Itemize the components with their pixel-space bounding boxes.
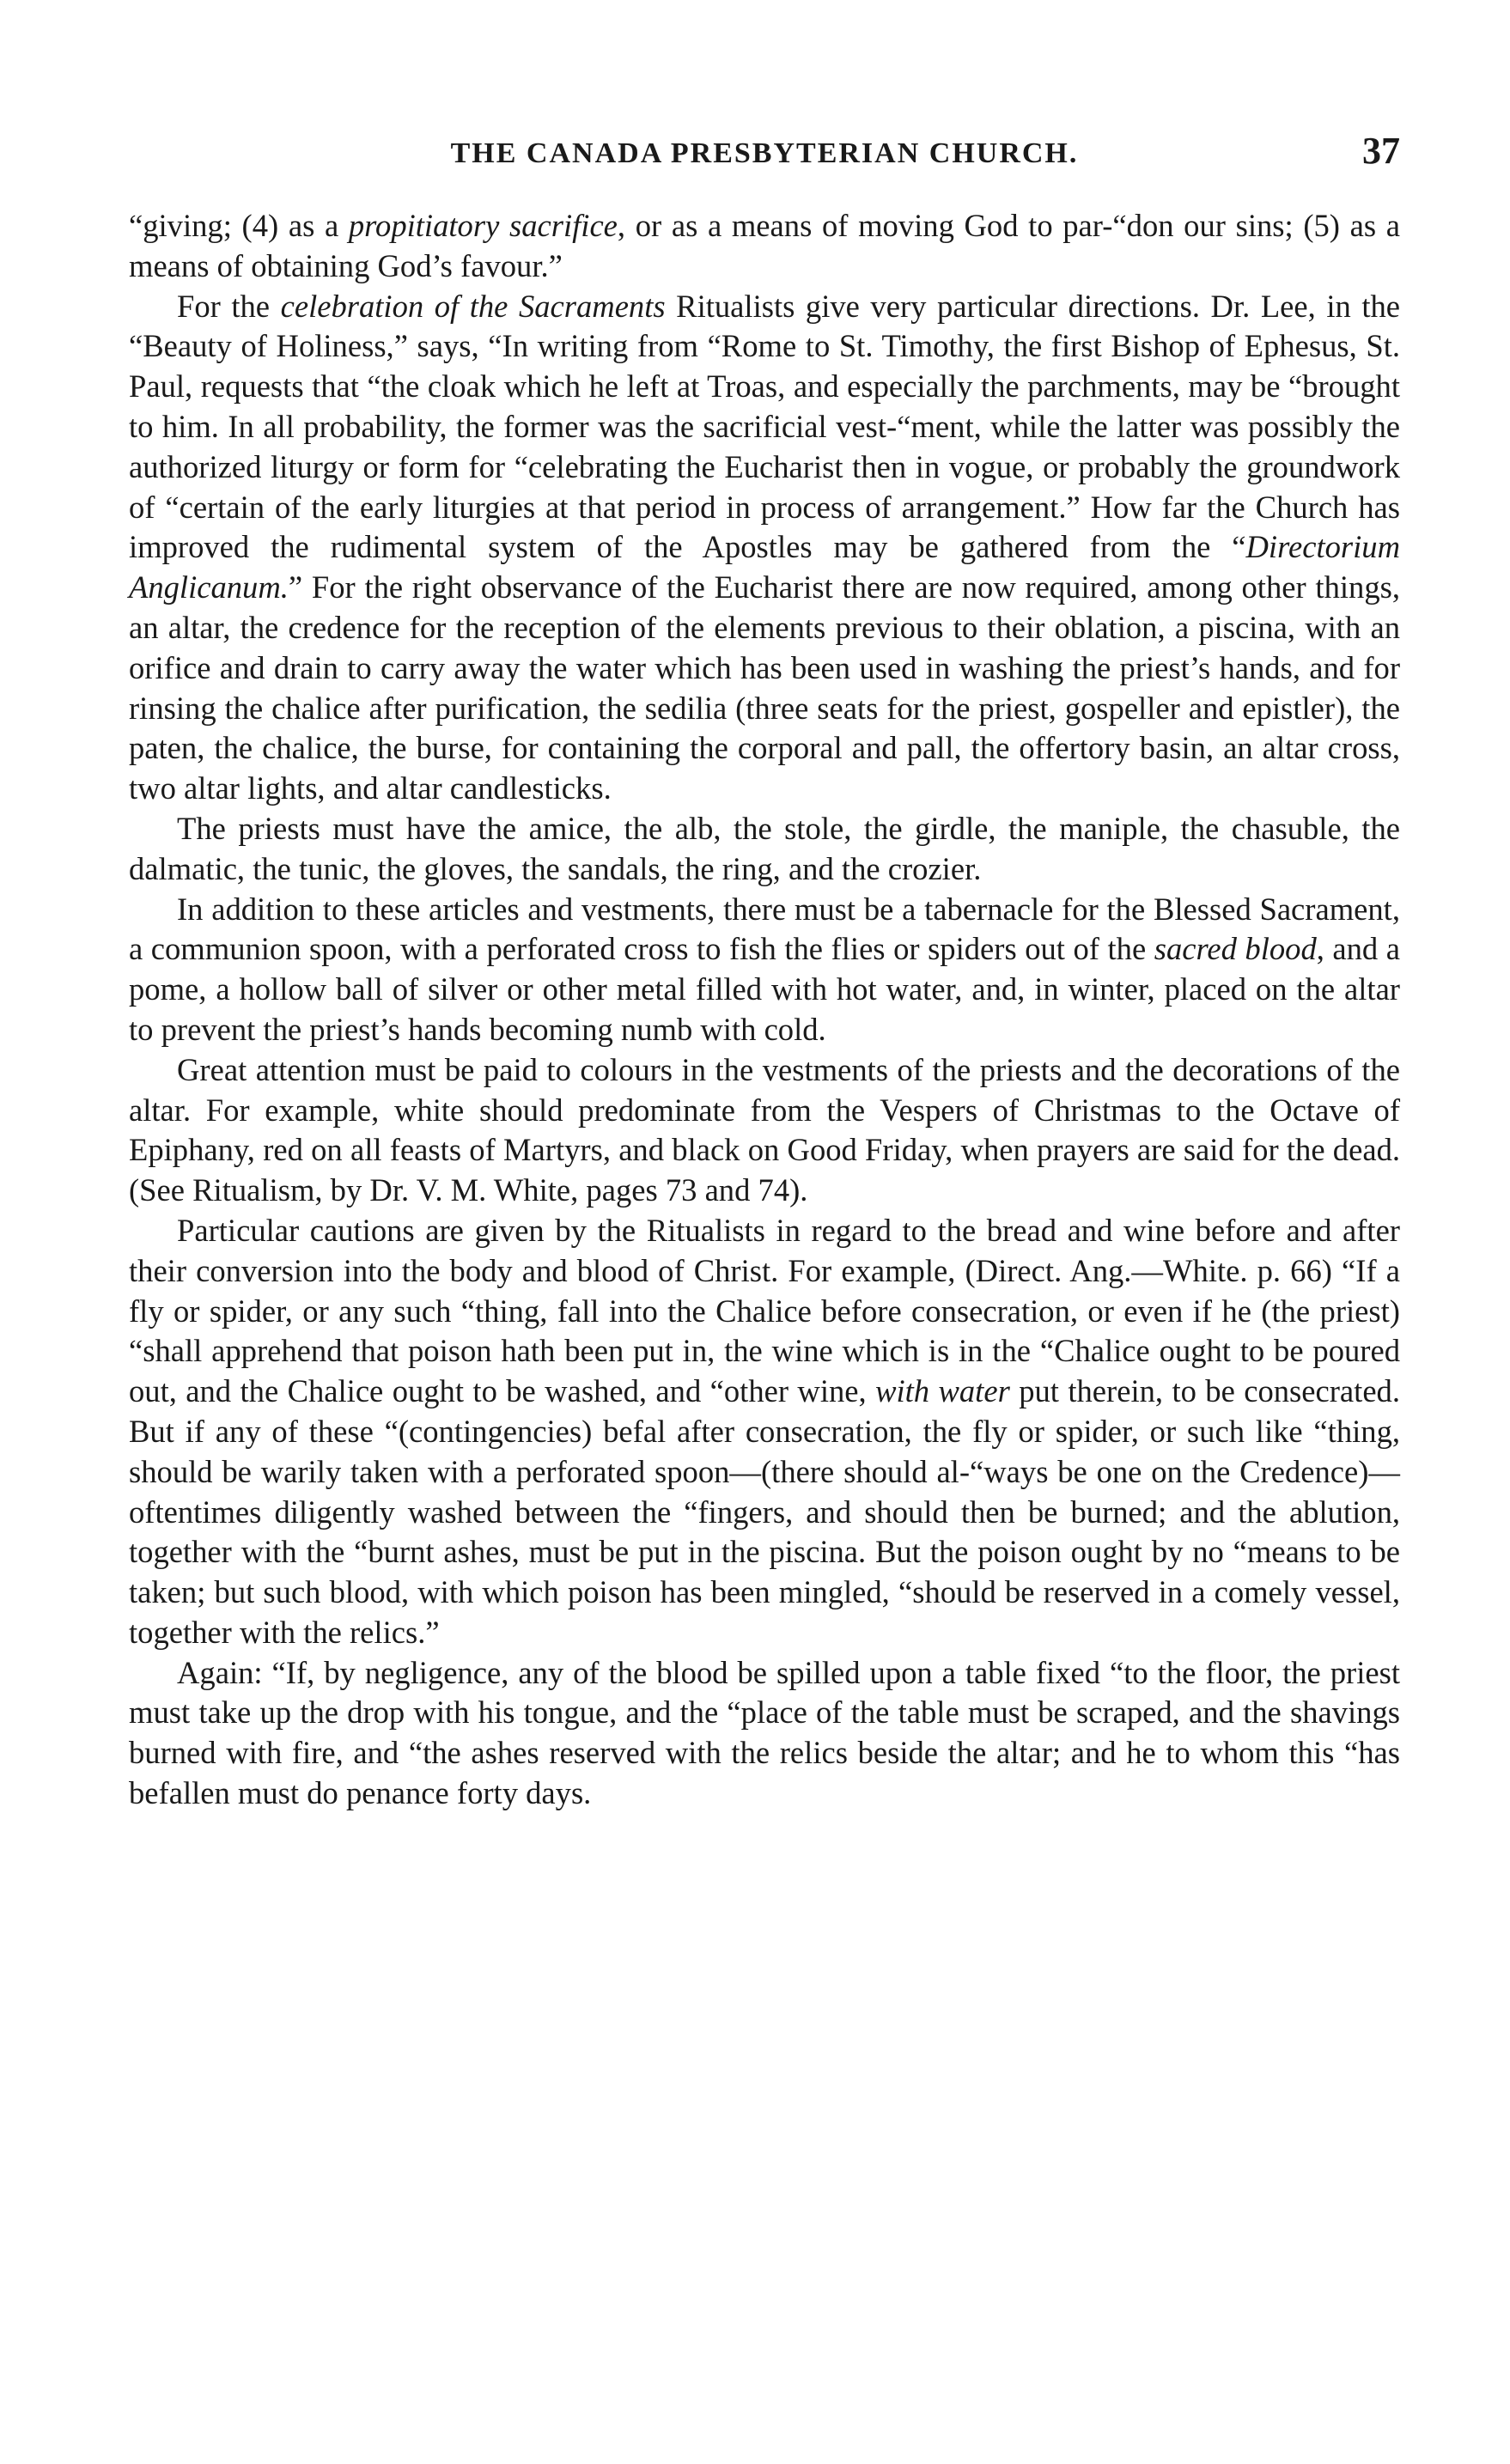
italic-text: Directorium Anglicanum. — [129, 529, 1400, 605]
text-run: Again: “If, by negligence, any of the blood be spilled upon a table fixed “to the floor, the priest must take up the drop with his tongue, and the “place of the table must be scraped, and the shavings burned with fire, and “the ashes reserved with the relics beside the altar; and he to whom this “has befallen must do penance forty days. — [129, 1654, 1400, 1811]
text-run: , and a pome, a hollow ball of silver or other metal filled with hot water, and, in winter, placed on the altar to prevent the priest’s hands becoming numb with cold. — [129, 931, 1400, 1047]
body-text — [129, 206, 1400, 1814]
paragraph-sacraments-celebration — [129, 287, 1400, 809]
paragraph-priest-vestments — [129, 809, 1400, 890]
paragraph-colours — [129, 1050, 1400, 1211]
paragraph-spilled-blood — [129, 1653, 1400, 1814]
italic-text: propitiatory sacrifice — [348, 208, 618, 243]
paragraph-tabernacle-articles — [129, 890, 1400, 1050]
page-header — [129, 129, 1400, 189]
italic-text: celebration of the Sacraments — [280, 288, 666, 324]
italic-text: with water — [875, 1373, 1010, 1409]
running-title: THE CANADA PRESBYTERIAN CHURCH. — [450, 137, 1079, 169]
text-run: Ritualists give very particular directions. Dr. Lee, in the “Beauty of Holiness,” says, “In writing from “Rome to St. Timothy, the first Bishop of Ephesus, St. Paul, requests that “the cloak which he left at Troas, and especially the parchments, may be “brought to him. In all probability, the former was the sacrificial vest-“ment, while the latter was possibly the authorized liturgy or form for “celebrating the Eucharist then in vogue, or probably the groundwork of “certain of the early liturgies at that period in process of arrangement.” How far the Church has improved the rudimental system of the Apostles may be gathered from the “ — [129, 288, 1401, 565]
paragraph-continuation — [129, 206, 1400, 287]
text-run: put therein, to be consecrated. But if any of these “(contingencies) befal after consecration, the fly or spider, or such like “thing, should be warily taken with a perforated spoon—(there should al-“ways be one on the Credence)—oftentimes diligently washed between the “fingers, and should then be burned; and the ablution, together with the “burnt ashes, must be put in the piscina. But the poison ought by no “means to be taken; but such blood, with which poison has been mingled, “should be reserved in a comely vessel, together with the relics.” — [129, 1373, 1400, 1650]
paragraph-cautions-bread-wine — [129, 1211, 1400, 1653]
italic-text: sacred blood — [1154, 931, 1317, 967]
text-run: The priests must have the amice, the alb, the stole, the girdle, the maniple, the chasuble, the dalmatic, the tunic, the gloves, the sandals, the ring, and the crozier. — [129, 810, 1400, 886]
text-run: Great attention must be paid to colours in the vestments of the priests and the decorations of the altar. For example, white should predominate from the Vespers of Christmas to the Octave of Epiphany, red on all feasts of Martyrs, and black on Good Friday, when prayers are said for the dead. (See Ritualism, by Dr. V. M. White, pages 73 and 74). — [129, 1051, 1400, 1208]
text-run: For the — [177, 288, 281, 324]
page-number: 37 — [1362, 130, 1400, 172]
text-run: ” For the right observance of the Eucharist there are now required, among other things, an altar, the credence for the reception of the elements previous to their oblation, a piscina, with an orifice and drain to carry away the water which has been used in washing the priest’s hands, and for rinsing the chalice after purification, the sedilia (three seats for the priest, gospeller and epistler), the paten, the chalice, the burse, for containing the corporal and pall, the offertory basin, an altar cross, two altar lights, and altar candlesticks. — [129, 569, 1400, 806]
text-run: In addition to these articles and vestments, there must be a tabernacle for the Blessed Sacrament, a communion spoon, with a perforated cross to fish the flies or spiders out of the — [129, 891, 1400, 967]
book-page — [129, 129, 1400, 1814]
text-run: , or as a means of moving God to par-“don our sins; (5) as a means of obtaining God’s favour.” — [129, 208, 1400, 283]
text-run: “giving; (4) as a — [129, 208, 349, 243]
text-run: Particular cautions are given by the Ritualists in regard to the bread and wine before and after their conversion into the body and blood of Christ. For example, (Direct. Ang.—White. p. 66) “If a fly or spider, or any such “thing, fall into the Chalice before consecration, or even if he (the priest) “shall apprehend that poison hath been put in, the wine which is in the “Chalice ought to be poured out, and the Chalice ought to be washed, and “other wine, — [129, 1212, 1400, 1409]
